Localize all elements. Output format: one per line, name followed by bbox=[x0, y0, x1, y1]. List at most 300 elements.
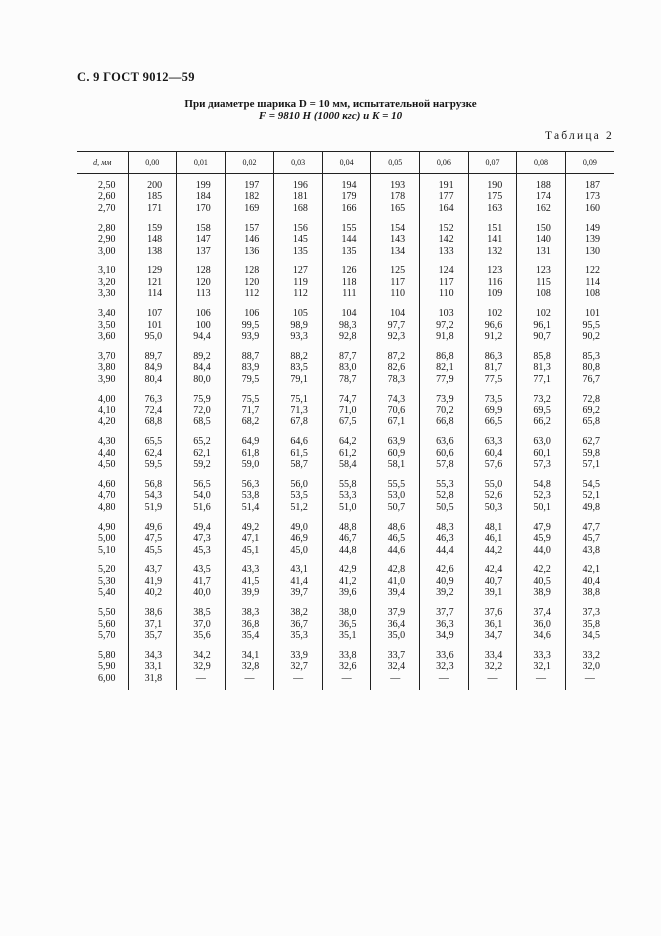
value-cell: 49,8 bbox=[565, 502, 614, 513]
value-cell: 193 bbox=[371, 180, 420, 191]
value-cell: 128 bbox=[225, 265, 274, 276]
spacer-cell bbox=[177, 428, 226, 437]
value-cell: 63,6 bbox=[420, 436, 469, 447]
spacer-cell bbox=[274, 471, 323, 480]
value-cell: 47,5 bbox=[128, 533, 177, 544]
value-cell: 149 bbox=[565, 223, 614, 234]
value-cell: 99,5 bbox=[225, 320, 274, 331]
diameter-cell: 2,90 bbox=[98, 234, 116, 246]
value-cell: 44,2 bbox=[468, 545, 517, 556]
spacer-cell bbox=[468, 684, 517, 690]
value-cell: 70,6 bbox=[371, 405, 420, 416]
diameter-cell: 5,80 bbox=[98, 649, 116, 661]
value-cell: — bbox=[565, 673, 614, 684]
value-cell: 43,1 bbox=[274, 564, 323, 575]
spacer-cell bbox=[322, 471, 371, 480]
diameter-cell: 2,60 bbox=[98, 191, 116, 203]
value-cell: 104 bbox=[322, 308, 371, 319]
value-cell: 80,0 bbox=[177, 374, 226, 385]
value-cell: 32,3 bbox=[420, 661, 469, 672]
value-cell: 78,7 bbox=[322, 374, 371, 385]
value-cell: 103 bbox=[420, 308, 469, 319]
value-cell: 50,3 bbox=[468, 502, 517, 513]
value-cell: 32,9 bbox=[177, 661, 226, 672]
value-cell: 53,3 bbox=[322, 490, 371, 501]
spacer-cell bbox=[177, 257, 226, 266]
table-row bbox=[77, 587, 614, 598]
spacer-cell bbox=[128, 556, 177, 565]
value-cell: 199 bbox=[177, 180, 226, 191]
spacer-cell bbox=[225, 428, 274, 437]
diameter-cell: 3,30 bbox=[98, 288, 116, 300]
spacer-cell bbox=[468, 385, 517, 394]
spacer-cell bbox=[565, 342, 614, 351]
value-cell: — bbox=[468, 673, 517, 684]
value-cell: 200 bbox=[128, 180, 177, 191]
table-row bbox=[77, 661, 614, 672]
spacer-cell bbox=[565, 428, 614, 437]
table-row bbox=[77, 320, 614, 331]
value-cell: 40,7 bbox=[468, 576, 517, 587]
spacer-cell bbox=[565, 556, 614, 565]
diameter-cell: 4,10 bbox=[98, 405, 116, 416]
value-cell: 94,4 bbox=[177, 331, 226, 342]
value-cell: 67,8 bbox=[274, 416, 323, 427]
value-cell: 85,8 bbox=[517, 351, 566, 362]
diameter-cell: 3,20 bbox=[98, 276, 116, 288]
table-row bbox=[77, 522, 614, 533]
value-cell: 33,8 bbox=[322, 650, 371, 661]
spacer-row bbox=[77, 513, 614, 522]
value-cell: 41,7 bbox=[177, 576, 226, 587]
table-row bbox=[77, 533, 614, 544]
value-cell: 75,1 bbox=[274, 394, 323, 405]
diameter-cell: 2,70 bbox=[98, 202, 116, 214]
table-label: Таблица 2 bbox=[545, 130, 614, 142]
spacer-cell bbox=[371, 513, 420, 522]
diameter-cell: 5,90 bbox=[98, 661, 116, 673]
value-cell: 72,0 bbox=[177, 405, 226, 416]
spacer-cell bbox=[177, 214, 226, 223]
value-cell: 35,7 bbox=[128, 630, 177, 641]
value-cell: 56,8 bbox=[128, 479, 177, 490]
value-cell: 109 bbox=[468, 288, 517, 299]
value-cell: 191 bbox=[420, 180, 469, 191]
value-cell: 139 bbox=[565, 234, 614, 245]
diameter-cell: 4,60 bbox=[98, 479, 116, 491]
spacer-cell bbox=[274, 300, 323, 309]
value-cell: 125 bbox=[371, 265, 420, 276]
column-header: 0,02 bbox=[225, 152, 274, 174]
spacer-row bbox=[77, 471, 614, 480]
value-cell: 127 bbox=[274, 265, 323, 276]
value-cell: 37,4 bbox=[517, 607, 566, 618]
value-cell: 52,8 bbox=[420, 490, 469, 501]
diameter-cell: 5,20 bbox=[98, 564, 116, 576]
value-cell: 43,5 bbox=[177, 564, 226, 575]
diameter-cell: 4,90 bbox=[98, 521, 116, 533]
spacer-cell bbox=[225, 513, 274, 522]
value-cell: 41,2 bbox=[322, 576, 371, 587]
value-cell: 98,3 bbox=[322, 320, 371, 331]
value-cell: 60,9 bbox=[371, 448, 420, 459]
value-cell: — bbox=[371, 673, 420, 684]
value-cell: 42,2 bbox=[517, 564, 566, 575]
value-cell: 48,1 bbox=[468, 522, 517, 533]
value-cell: 53,5 bbox=[274, 490, 323, 501]
spacer-cell bbox=[177, 471, 226, 480]
value-cell: 34,6 bbox=[517, 630, 566, 641]
value-cell: 101 bbox=[128, 320, 177, 331]
value-cell: 97,7 bbox=[371, 320, 420, 331]
value-cell: 67,1 bbox=[371, 416, 420, 427]
value-cell: 44,4 bbox=[420, 545, 469, 556]
spacer-cell bbox=[225, 471, 274, 480]
value-cell: 33,9 bbox=[274, 650, 323, 661]
value-cell: 126 bbox=[322, 265, 371, 276]
value-cell: 42,9 bbox=[322, 564, 371, 575]
spacer-cell bbox=[225, 641, 274, 650]
diameter-cell: 4,40 bbox=[98, 447, 116, 459]
value-cell: 37,1 bbox=[128, 619, 177, 630]
spacer-cell bbox=[468, 214, 517, 223]
diameter-cell: 6,00 bbox=[98, 672, 116, 684]
value-cell: 32,7 bbox=[274, 661, 323, 672]
spacer-cell bbox=[420, 556, 469, 565]
value-cell: 34,3 bbox=[128, 650, 177, 661]
value-cell: 40,4 bbox=[565, 576, 614, 587]
value-cell: 51,4 bbox=[225, 502, 274, 513]
value-cell: 117 bbox=[371, 277, 420, 288]
spacer-cell bbox=[517, 342, 566, 351]
spacer-row bbox=[77, 684, 614, 690]
spacer-cell bbox=[225, 556, 274, 565]
spacer-cell bbox=[420, 385, 469, 394]
value-cell: 166 bbox=[322, 203, 371, 214]
value-cell: 65,5 bbox=[128, 436, 177, 447]
value-cell: 39,4 bbox=[371, 587, 420, 598]
diameter-cell: 4,00 bbox=[98, 393, 116, 405]
value-cell: 33,3 bbox=[517, 650, 566, 661]
value-cell: 38,5 bbox=[177, 607, 226, 618]
value-cell: 39,1 bbox=[468, 587, 517, 598]
value-cell: 66,2 bbox=[517, 416, 566, 427]
value-cell: 163 bbox=[468, 203, 517, 214]
value-cell: 60,4 bbox=[468, 448, 517, 459]
table-row bbox=[77, 607, 614, 618]
value-cell: 140 bbox=[517, 234, 566, 245]
value-cell: 40,9 bbox=[420, 576, 469, 587]
table-row bbox=[77, 673, 614, 684]
value-cell: 35,1 bbox=[322, 630, 371, 641]
value-cell: 108 bbox=[565, 288, 614, 299]
hardness-table bbox=[77, 151, 614, 690]
spacer-cell bbox=[177, 599, 226, 608]
value-cell: 44,0 bbox=[517, 545, 566, 556]
value-cell: 62,4 bbox=[128, 448, 177, 459]
value-cell: 151 bbox=[468, 223, 517, 234]
spacer-cell bbox=[225, 342, 274, 351]
value-cell: 55,8 bbox=[322, 479, 371, 490]
value-cell: 68,8 bbox=[128, 416, 177, 427]
spacer-cell bbox=[77, 214, 128, 223]
column-header: 0,08 bbox=[517, 152, 566, 174]
spacer-cell bbox=[371, 342, 420, 351]
value-cell: 91,2 bbox=[468, 331, 517, 342]
value-cell: 64,2 bbox=[322, 436, 371, 447]
diameter-cell: 3,60 bbox=[98, 330, 116, 342]
value-cell: — bbox=[322, 673, 371, 684]
spacer-cell bbox=[371, 556, 420, 565]
spacer-cell bbox=[420, 342, 469, 351]
spacer-cell bbox=[177, 513, 226, 522]
table-row bbox=[77, 448, 614, 459]
value-cell: 38,3 bbox=[225, 607, 274, 618]
value-cell: 36,3 bbox=[420, 619, 469, 630]
value-cell: 108 bbox=[517, 288, 566, 299]
value-cell: 112 bbox=[274, 288, 323, 299]
value-cell: 132 bbox=[468, 246, 517, 257]
value-cell: 49,6 bbox=[128, 522, 177, 533]
spacer-cell bbox=[371, 214, 420, 223]
value-cell: 177 bbox=[420, 191, 469, 202]
value-cell: 69,9 bbox=[468, 405, 517, 416]
value-cell: 54,3 bbox=[128, 490, 177, 501]
spacer-cell bbox=[128, 342, 177, 351]
value-cell: 31,8 bbox=[128, 673, 177, 684]
diameter-cell: 3,00 bbox=[98, 245, 116, 257]
value-cell: 56,3 bbox=[225, 479, 274, 490]
value-cell: 77,9 bbox=[420, 374, 469, 385]
value-cell: 35,0 bbox=[371, 630, 420, 641]
spacer-cell bbox=[517, 214, 566, 223]
value-cell: 85,3 bbox=[565, 351, 614, 362]
value-cell: 87,2 bbox=[371, 351, 420, 362]
value-cell: 33,2 bbox=[565, 650, 614, 661]
spacer-cell bbox=[322, 342, 371, 351]
value-cell: 33,1 bbox=[128, 661, 177, 672]
value-cell: 38,9 bbox=[517, 587, 566, 598]
value-cell: 73,2 bbox=[517, 394, 566, 405]
value-cell: 113 bbox=[177, 288, 226, 299]
value-cell: 128 bbox=[177, 265, 226, 276]
spacer-row bbox=[77, 257, 614, 266]
value-cell: 33,7 bbox=[371, 650, 420, 661]
value-cell: 147 bbox=[177, 234, 226, 245]
value-cell: 45,3 bbox=[177, 545, 226, 556]
value-cell: 142 bbox=[420, 234, 469, 245]
diameter-cell: 5,60 bbox=[98, 618, 116, 630]
value-cell: 38,8 bbox=[565, 587, 614, 598]
value-cell: 45,7 bbox=[565, 533, 614, 544]
spacer-cell bbox=[225, 214, 274, 223]
value-cell: 48,3 bbox=[420, 522, 469, 533]
value-cell: 87,7 bbox=[322, 351, 371, 362]
value-cell: 131 bbox=[517, 246, 566, 257]
spacer-cell bbox=[177, 385, 226, 394]
spacer-cell bbox=[274, 214, 323, 223]
value-cell: 67,5 bbox=[322, 416, 371, 427]
value-cell: 146 bbox=[225, 234, 274, 245]
spacer-cell bbox=[128, 599, 177, 608]
diameter-cell: 5,50 bbox=[98, 607, 116, 619]
spacer-cell bbox=[77, 684, 128, 690]
value-cell: 121 bbox=[128, 277, 177, 288]
value-cell: 89,2 bbox=[177, 351, 226, 362]
value-cell: 96,1 bbox=[517, 320, 566, 331]
spacer-cell bbox=[274, 599, 323, 608]
value-cell: 64,6 bbox=[274, 436, 323, 447]
value-cell: 165 bbox=[371, 203, 420, 214]
value-cell: 95,5 bbox=[565, 320, 614, 331]
spacer-row bbox=[77, 428, 614, 437]
value-cell: 98,9 bbox=[274, 320, 323, 331]
value-cell: 75,9 bbox=[177, 394, 226, 405]
value-cell: 34,5 bbox=[565, 630, 614, 641]
value-cell: 83,9 bbox=[225, 362, 274, 373]
value-cell: 110 bbox=[420, 288, 469, 299]
value-cell: 32,6 bbox=[322, 661, 371, 672]
spacer-cell bbox=[128, 471, 177, 480]
value-cell: 48,6 bbox=[371, 522, 420, 533]
value-cell: 64,9 bbox=[225, 436, 274, 447]
value-cell: 123 bbox=[468, 265, 517, 276]
spacer-cell bbox=[468, 257, 517, 266]
value-cell: 73,9 bbox=[420, 394, 469, 405]
diameter-cell: 3,50 bbox=[98, 319, 116, 331]
spacer-cell bbox=[128, 257, 177, 266]
spacer-cell bbox=[177, 684, 226, 690]
table-row bbox=[77, 394, 614, 405]
table-row bbox=[77, 362, 614, 373]
spacer-cell bbox=[468, 428, 517, 437]
value-cell: 51,9 bbox=[128, 502, 177, 513]
value-cell: 39,6 bbox=[322, 587, 371, 598]
value-cell: 102 bbox=[517, 308, 566, 319]
value-cell: 47,9 bbox=[517, 522, 566, 533]
table-row bbox=[77, 459, 614, 470]
caption-line-1: При диаметре шарика D = 10 мм, испытательной нагрузке bbox=[184, 98, 477, 110]
value-cell: 175 bbox=[468, 191, 517, 202]
value-cell: 78,3 bbox=[371, 374, 420, 385]
value-cell: 75,5 bbox=[225, 394, 274, 405]
spacer-cell bbox=[274, 257, 323, 266]
value-cell: 36,8 bbox=[225, 619, 274, 630]
value-cell: 59,5 bbox=[128, 459, 177, 470]
value-cell: 71,7 bbox=[225, 405, 274, 416]
value-cell: 196 bbox=[274, 180, 323, 191]
table-body bbox=[77, 174, 614, 691]
spacer-cell bbox=[517, 556, 566, 565]
table-row bbox=[77, 308, 614, 319]
spacer-cell bbox=[77, 641, 128, 650]
caption-line-2: F = 9810 Н (1000 кгс) и K = 10 bbox=[258, 110, 403, 122]
value-cell: 36,0 bbox=[517, 619, 566, 630]
value-cell: 81,3 bbox=[517, 362, 566, 373]
diameter-cell: 5,70 bbox=[98, 630, 116, 641]
diameter-cell: 4,20 bbox=[98, 416, 116, 428]
value-cell: 185 bbox=[128, 191, 177, 202]
value-cell: 86,3 bbox=[468, 351, 517, 362]
value-cell: 42,8 bbox=[371, 564, 420, 575]
value-cell: 79,1 bbox=[274, 374, 323, 385]
value-cell: 80,4 bbox=[128, 374, 177, 385]
value-cell: 45,0 bbox=[274, 545, 323, 556]
value-cell: 160 bbox=[565, 203, 614, 214]
value-cell: 194 bbox=[322, 180, 371, 191]
value-cell: 37,7 bbox=[420, 607, 469, 618]
value-cell: 124 bbox=[420, 265, 469, 276]
table-row bbox=[77, 203, 614, 214]
spacer-cell bbox=[177, 556, 226, 565]
spacer-cell bbox=[371, 471, 420, 480]
value-cell: 60,1 bbox=[517, 448, 566, 459]
value-cell: 62,7 bbox=[565, 436, 614, 447]
spacer-cell bbox=[517, 257, 566, 266]
value-cell: 141 bbox=[468, 234, 517, 245]
value-cell: 170 bbox=[177, 203, 226, 214]
spacer-cell bbox=[322, 385, 371, 394]
table-row bbox=[77, 490, 614, 501]
spacer-cell bbox=[225, 599, 274, 608]
value-cell: 92,3 bbox=[371, 331, 420, 342]
spacer-cell bbox=[77, 471, 128, 480]
diameter-cell: 3,70 bbox=[98, 350, 116, 362]
spacer-cell bbox=[128, 385, 177, 394]
table-row bbox=[77, 650, 614, 661]
value-cell: 36,4 bbox=[371, 619, 420, 630]
value-cell: 55,3 bbox=[420, 479, 469, 490]
value-cell: 42,6 bbox=[420, 564, 469, 575]
value-cell: 80,8 bbox=[565, 362, 614, 373]
spacer-cell bbox=[468, 556, 517, 565]
value-cell: 83,5 bbox=[274, 362, 323, 373]
value-cell: 37,3 bbox=[565, 607, 614, 618]
value-cell: 100 bbox=[177, 320, 226, 331]
value-cell: 50,5 bbox=[420, 502, 469, 513]
value-cell: 135 bbox=[274, 246, 323, 257]
value-cell: 66,8 bbox=[420, 416, 469, 427]
value-cell: 136 bbox=[225, 246, 274, 257]
table-row bbox=[77, 246, 614, 257]
value-cell: 68,2 bbox=[225, 416, 274, 427]
spacer-cell bbox=[371, 385, 420, 394]
spacer-cell bbox=[177, 641, 226, 650]
value-cell: 90,2 bbox=[565, 331, 614, 342]
value-cell: 34,9 bbox=[420, 630, 469, 641]
value-cell: 157 bbox=[225, 223, 274, 234]
value-cell: 179 bbox=[322, 191, 371, 202]
table-row bbox=[77, 223, 614, 234]
value-cell: 37,0 bbox=[177, 619, 226, 630]
value-cell: 32,0 bbox=[565, 661, 614, 672]
value-cell: 34,7 bbox=[468, 630, 517, 641]
value-cell: 115 bbox=[517, 277, 566, 288]
value-cell: 122 bbox=[565, 265, 614, 276]
spacer-cell bbox=[225, 257, 274, 266]
value-cell: 56,5 bbox=[177, 479, 226, 490]
spacer-cell bbox=[128, 428, 177, 437]
table-row bbox=[77, 405, 614, 416]
value-cell: 57,3 bbox=[517, 459, 566, 470]
value-cell: 54,0 bbox=[177, 490, 226, 501]
value-cell: 138 bbox=[128, 246, 177, 257]
spacer-cell bbox=[517, 641, 566, 650]
spacer-cell bbox=[468, 471, 517, 480]
value-cell: 69,5 bbox=[517, 405, 566, 416]
diameter-cell: 2,80 bbox=[98, 222, 116, 234]
spacer-cell bbox=[322, 428, 371, 437]
